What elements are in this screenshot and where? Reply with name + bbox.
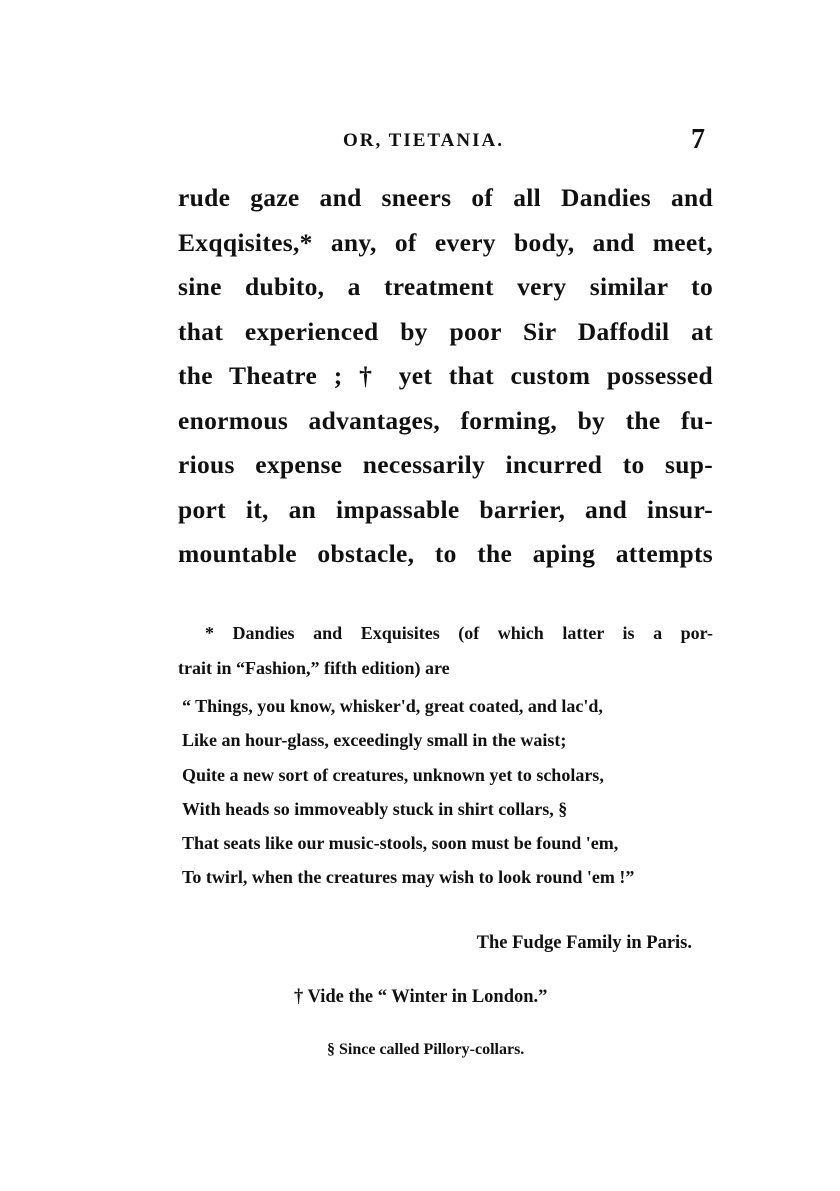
body-line: rude gaze and sneers of all Dandies and <box>178 183 713 212</box>
footnote-section: § Since called Pillory-collars. <box>327 1041 525 1058</box>
verse-line: With heads so immoveably stuck in shirt collars, § <box>182 798 568 819</box>
body-text <box>178 176 713 577</box>
body-line: mountable obstacle, to the aping attempts <box>178 539 713 568</box>
body-line: that experienced by poor Sir Daffodil at <box>178 316 713 346</box>
verse-line: That seats like our music-stools, soon must be found 'em, <box>182 833 619 854</box>
page-number: 7 <box>691 124 705 155</box>
running-head <box>175 124 715 154</box>
footnote-asterisk-continuation: trait in “Fashion,” fifth edition) are <box>178 658 450 678</box>
footnote-asterisk-first-line: * Dandies and Exquisites (of which latter is a por- <box>205 623 713 643</box>
running-title: OR, TIETANIA. <box>343 130 504 151</box>
verse-line: “ Things, you know, whisker'd, great coated, and lac'd, <box>182 696 603 716</box>
body-line: port it, an impassable barrier, and insur- <box>178 494 713 524</box>
footnote-dagger: † Vide the “ Winter in London.” <box>294 987 548 1007</box>
body-line: enormous advantages, forming, by the fu- <box>178 405 713 435</box>
body-line: rious expense necessarily incurred to sup- <box>178 450 713 479</box>
body-line: the Theatre ; † yet that custom possessed <box>178 361 713 390</box>
footnote-verse <box>182 689 722 895</box>
verse-line: Quite a new sort of creatures, unknown yet to scholars, <box>182 764 604 785</box>
verse-line: To twirl, when the creatures may wish to look round 'em !” <box>182 867 635 888</box>
body-line: Exqqisites,* any, of every body, and meet, <box>178 227 713 257</box>
verse-line: Like an hour-glass, exceedingly small in the waist; <box>182 730 567 751</box>
body-line: sine dubito, a treatment very similar to <box>178 272 713 301</box>
verse-attribution: The Fudge Family in Paris. <box>476 933 692 953</box>
